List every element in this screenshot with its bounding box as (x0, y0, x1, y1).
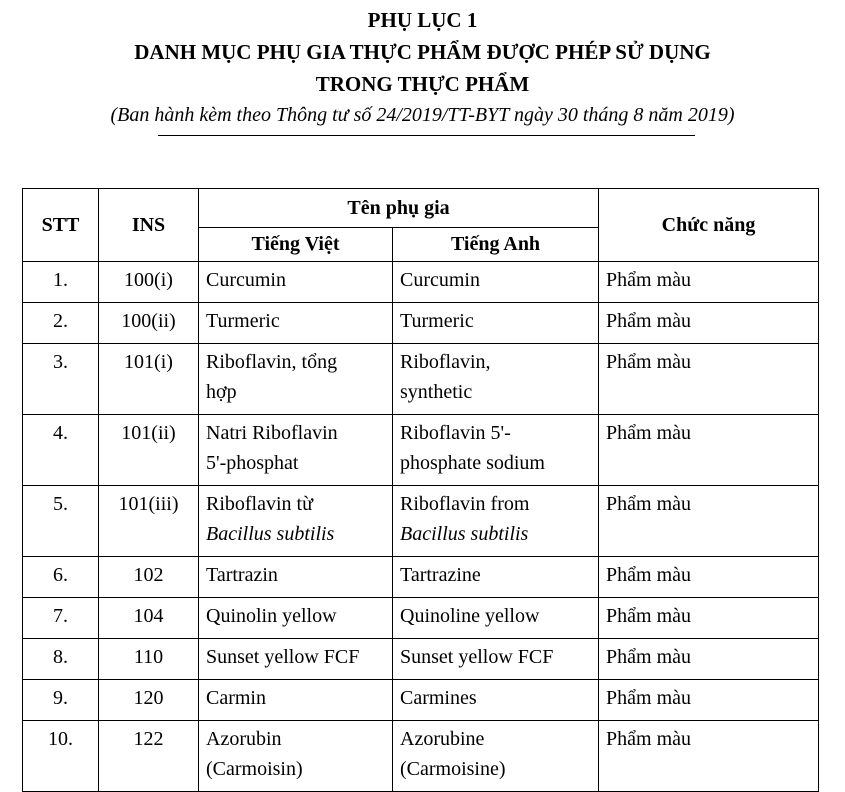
list-title: DANH MỤC PHỤ GIA THỰC PHẨM ĐƯỢC PHÉP SỬ DỤNG (134, 40, 711, 64)
row-stt: 5. (23, 486, 99, 557)
row-vietnamese-name (199, 721, 393, 792)
name-line: synthetic (400, 381, 473, 403)
row-stt: 6. (23, 557, 99, 598)
table-row (23, 486, 819, 557)
name-line: Riboflavin, tổng (206, 351, 338, 373)
row-english-name (393, 344, 599, 415)
name-line: Natri Riboflavin (206, 422, 338, 444)
name-line: Riboflavin, (400, 351, 491, 373)
row-function: Phẩm màu (599, 721, 819, 792)
name-line: Carmin (206, 687, 266, 709)
name-line: Curcumin (206, 269, 286, 291)
row-function: Phẩm màu (599, 262, 819, 303)
name-line: Riboflavin từ (206, 493, 313, 515)
name-line: Turmeric (206, 310, 280, 332)
row-english-name (393, 262, 599, 303)
table-row (23, 344, 819, 415)
row-stt: 1. (23, 262, 99, 303)
header-function: Chức năng (599, 189, 819, 262)
row-function: Phẩm màu (599, 303, 819, 344)
table-row (23, 557, 819, 598)
row-vietnamese-name (199, 639, 393, 680)
row-vietnamese-name (199, 344, 393, 415)
row-vietnamese-name (199, 557, 393, 598)
header-ins: INS (99, 189, 199, 262)
table-row (23, 639, 819, 680)
table-row (23, 598, 819, 639)
name-line: 5'-phosphat (206, 452, 299, 474)
row-ins: 101(i) (99, 344, 199, 415)
name-line: Carmines (400, 687, 477, 709)
row-english-name (393, 721, 599, 792)
issuance-note: (Ban hành kèm theo Thông tư số 24/2019/TT-BYT ngày 30 tháng 8 năm 2019) (110, 104, 735, 126)
row-vietnamese-name (199, 303, 393, 344)
row-vietnamese-name (199, 415, 393, 486)
name-line: Quinoline yellow (400, 605, 540, 627)
row-vietnamese-name (199, 262, 393, 303)
additive-table (22, 188, 819, 792)
table-header-row (23, 189, 819, 228)
row-english-name (393, 598, 599, 639)
row-ins: 110 (99, 639, 199, 680)
name-line: phosphate sodium (400, 452, 545, 474)
row-function: Phẩm màu (599, 680, 819, 721)
row-stt: 7. (23, 598, 99, 639)
row-ins: 101(iii) (99, 486, 199, 557)
row-english-name (393, 680, 599, 721)
table-row (23, 303, 819, 344)
name-line: Azorubine (400, 728, 485, 750)
name-line-italic: Bacillus subtilis (206, 523, 335, 545)
header-stt: STT (23, 189, 99, 262)
row-vietnamese-name (199, 486, 393, 557)
table-row (23, 262, 819, 303)
row-vietnamese-name (199, 680, 393, 721)
table-row (23, 721, 819, 792)
table-row (23, 415, 819, 486)
row-english-name (393, 557, 599, 598)
row-function: Phẩm màu (599, 557, 819, 598)
row-stt: 4. (23, 415, 99, 486)
row-ins: 120 (99, 680, 199, 721)
name-line: Curcumin (400, 269, 480, 291)
header-additive-name: Tên phụ gia (199, 189, 599, 228)
row-function: Phẩm màu (599, 486, 819, 557)
row-english-name (393, 639, 599, 680)
name-line: Turmeric (400, 310, 474, 332)
name-line: (Carmoisine) (400, 758, 506, 780)
name-line: (Carmoisin) (206, 758, 303, 780)
table-row (23, 680, 819, 721)
row-stt: 9. (23, 680, 99, 721)
row-ins: 104 (99, 598, 199, 639)
row-english-name (393, 303, 599, 344)
name-line: Azorubin (206, 728, 282, 750)
name-line: Sunset yellow FCF (400, 646, 554, 668)
row-vietnamese-name (199, 598, 393, 639)
name-line: Quinolin yellow (206, 605, 337, 627)
row-stt: 2. (23, 303, 99, 344)
row-english-name (393, 415, 599, 486)
row-stt: 8. (23, 639, 99, 680)
row-function: Phẩm màu (599, 344, 819, 415)
header-vietnamese: Tiếng Việt (199, 228, 393, 262)
name-line: Riboflavin from (400, 493, 530, 515)
row-ins: 122 (99, 721, 199, 792)
row-ins: 100(ii) (99, 303, 199, 344)
name-line: Riboflavin 5'- (400, 422, 511, 444)
row-function: Phẩm màu (599, 598, 819, 639)
name-line: Tartrazine (400, 564, 481, 586)
row-stt: 10. (23, 721, 99, 792)
header-english: Tiếng Anh (393, 228, 599, 262)
subtitle-underline (158, 135, 695, 136)
name-line: Sunset yellow FCF (206, 646, 360, 668)
row-ins: 101(ii) (99, 415, 199, 486)
row-stt: 3. (23, 344, 99, 415)
row-english-name (393, 486, 599, 557)
name-line: hợp (206, 381, 237, 403)
row-ins: 100(i) (99, 262, 199, 303)
list-title-continued: TRONG THỰC PHẨM (315, 72, 530, 96)
name-line-italic: Bacillus subtilis (400, 523, 529, 545)
row-function: Phẩm màu (599, 639, 819, 680)
row-ins: 102 (99, 557, 199, 598)
row-function: Phẩm màu (599, 415, 819, 486)
appendix-title: PHỤ LỤC 1 (367, 8, 478, 32)
name-line: Tartrazin (206, 564, 278, 586)
